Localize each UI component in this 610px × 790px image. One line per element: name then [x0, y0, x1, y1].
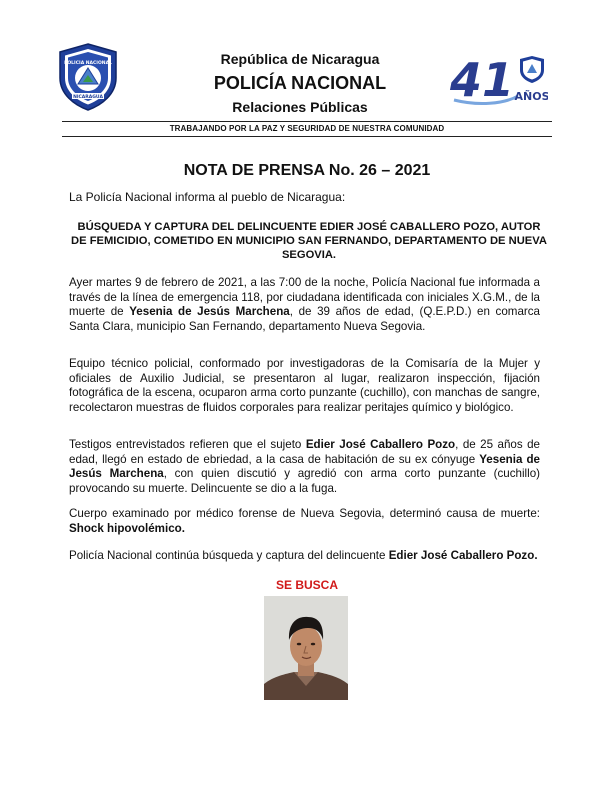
paragraph-1 [69, 276, 540, 334]
paragraph-5 [69, 549, 540, 564]
shield-text-bottom: NICARAGUA [73, 94, 103, 100]
p3-text-c: , de 25 años de edad, llegó en estado de ebriedad, a la casa de habitación de su ex cónyuge [69, 438, 540, 466]
header-divider-top [62, 121, 552, 122]
agency-name: POLICÍA NACIONAL [213, 73, 387, 93]
p1-text-a: Ayer martes 9 de febrero de 2021, a las 7:00 de la noche, Policía Nacional fue informada a través de la línea de emergencia 118, por ciudadana identificada con iniciales X.G.M., de la muerte de [69, 276, 540, 319]
anniversary-label: AÑOS [514, 90, 548, 103]
mini-shield-icon [520, 56, 544, 83]
paragraph-2: Equipo técnico policial, conformado por investigadoras de la Comisaría de la Mujer y oficiales de Auxilio Judicial, se presentaron al lugar, realizaron inspección, fijación fotográfica de la escena, ocuparon arma corto punzante (cuchillo), con manchas de sangre, recolectaron muestras de fluidos corporales para realizar peritajes químico y biológico. [69, 357, 540, 414]
p3-text-a: Testigos entrevistados refieren que el sujeto [69, 438, 306, 451]
paragraph-3 [69, 438, 540, 496]
anniversary-number: 41 [450, 53, 515, 107]
press-note-title: NOTA DE PRENSA No. 26 – 2021 [183, 162, 431, 179]
paragraph-4 [69, 507, 540, 536]
shield-text-top: POLICIA NACIONAL [64, 61, 112, 66]
victim-name: Yesenia de Jesús Marchena [129, 305, 290, 319]
p4-text-a: Cuerpo examinado por médico forense de Nueva Segovia, determinó causa de muerte: [69, 507, 540, 520]
anniversary-41-logo [448, 52, 548, 108]
p3-text-e: , con quien discutió y agredió con arma corto punzante (cuchillo) provocando su muerte. Delincuente se dio a la fuga. [69, 467, 540, 495]
suspect-photo [264, 596, 348, 700]
police-shield-logo [56, 42, 120, 112]
tagline: TRABAJANDO POR LA PAZ Y SEGURIDAD DE NUESTRA COMUNIDAD [169, 124, 445, 133]
victim-name-2: Yesenia de Jesús Marchena [69, 452, 540, 481]
news-headline: BÚSQUEDA Y CAPTURA DEL DELINCUENTE EDIER JOSÉ CABALLERO POZO, AUTOR DE FEMICIDIO, COMETIDO EN MUNICIPIO SAN FERNANDO, DEPARTAMENTO DE NUEVA SEGOVIA. [71, 221, 547, 261]
header-divider-bottom [62, 136, 552, 137]
department-label: Relaciones Públicas [232, 99, 368, 115]
suspect-name: Edier José Caballero Pozo [305, 438, 456, 451]
p5-text-a: Policía Nacional continúa búsqueda y captura del delincuente [69, 549, 389, 562]
cause-of-death: Shock hipovolémico. [69, 521, 185, 535]
wanted-label: SE BUSCA [275, 578, 338, 592]
header-titles [150, 50, 450, 116]
p1-text-c: , de 39 años de edad, (Q.E.P.D.) en comarca Santa Clara, municipio San Fernando, departamento Nueva Segovia. [69, 305, 540, 333]
republic-label: República de Nicaragua [220, 51, 380, 67]
suspect-name-2: Edier José Caballero Pozo. [388, 549, 538, 562]
intro-line: La Policía Nacional informa al pueblo de Nicaragua: [69, 190, 346, 204]
